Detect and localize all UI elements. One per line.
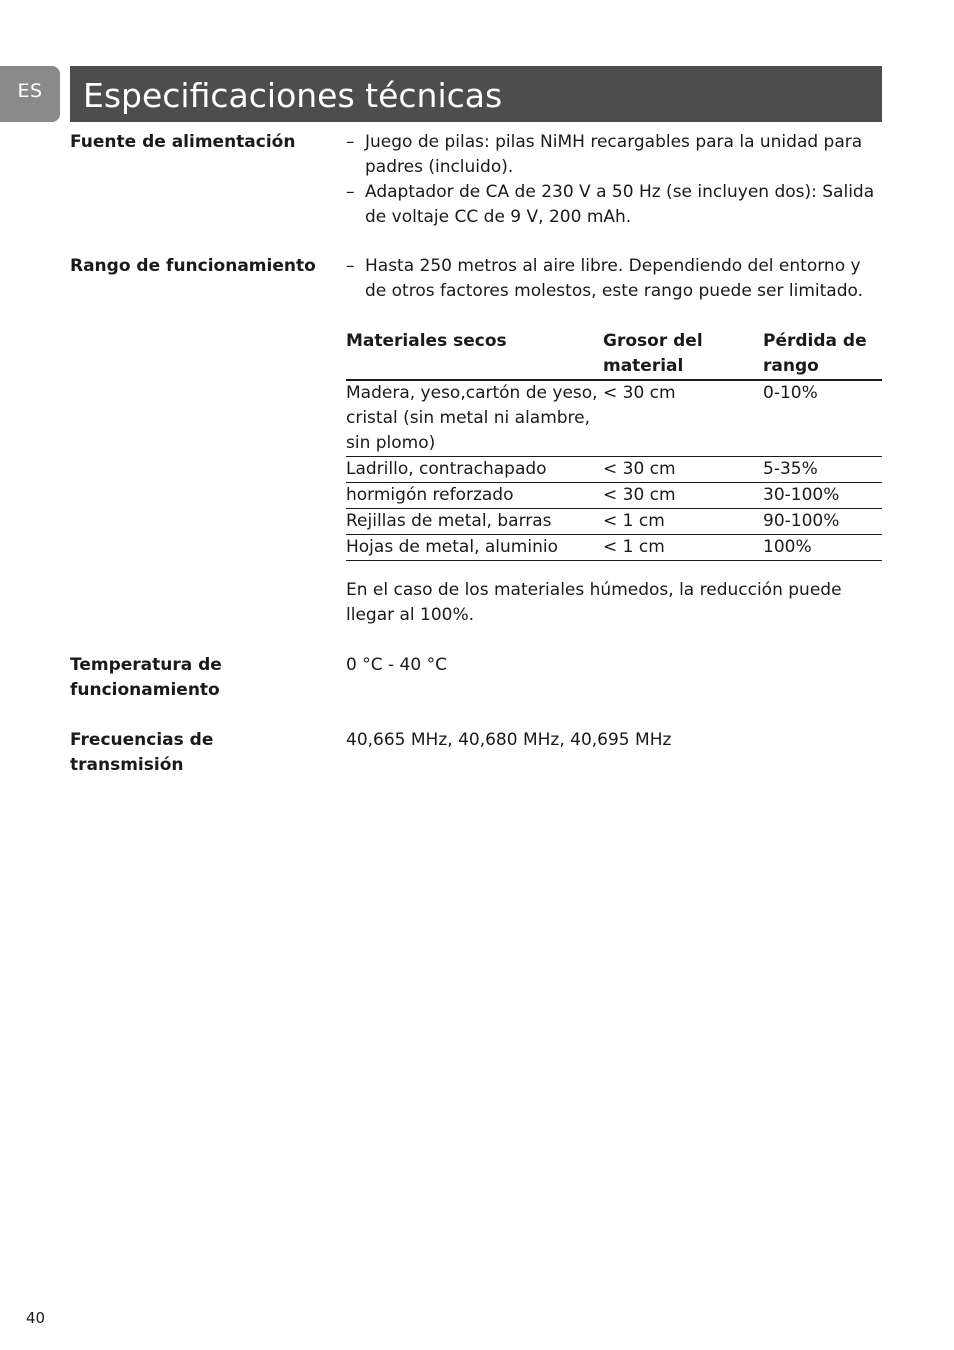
table-row bbox=[346, 535, 882, 561]
range-details bbox=[346, 254, 882, 304]
table-cell: < 30 cm bbox=[603, 380, 763, 457]
power-supply-details bbox=[346, 130, 882, 230]
table-cell: Rejillas de metal, barras bbox=[346, 509, 603, 535]
header-materials: Materiales secos bbox=[346, 329, 603, 380]
table-cell: < 1 cm bbox=[603, 535, 763, 561]
range-item: – Hasta 250 metros al aire libre. Dependiendo del entorno y de otros factores molestos, este rango puede ser limitado. bbox=[346, 256, 863, 301]
temperature-value: 0 °C - 40 °C bbox=[346, 655, 447, 675]
table-cell: 0-10% bbox=[763, 380, 882, 457]
frequencies-value: 40,665 MHz, 40,680 MHz, 40,695 MHz bbox=[346, 730, 672, 750]
page-title: Especificaciones técnicas bbox=[70, 66, 882, 122]
power-item-adapter: – Adaptador de CA de 230 V a 50 Hz (se incluyen dos): Salida de voltaje CC de 9 V, 200 mAh. bbox=[346, 182, 875, 227]
power-supply-label: Fuente de alimentación bbox=[70, 132, 296, 152]
materials-table bbox=[346, 329, 882, 561]
range-label: Rango de funcionamiento bbox=[70, 256, 316, 276]
temperature-label: Temperatura de funcionamiento bbox=[70, 655, 222, 700]
humid-materials-note: En el caso de los materiales húmedos, la reducción puede llegar al 100%. bbox=[346, 580, 842, 625]
table-row bbox=[346, 483, 882, 509]
header-range-loss: Pérdida de rango bbox=[763, 329, 882, 380]
table-cell: hormigón reforzado bbox=[346, 483, 603, 509]
table-cell: < 30 cm bbox=[603, 483, 763, 509]
table-cell: Hojas de metal, aluminio bbox=[346, 535, 603, 561]
language-tab: ES bbox=[0, 66, 60, 122]
frequencies-label: Frecuencias de transmisión bbox=[70, 730, 214, 775]
table-header-row bbox=[346, 329, 882, 380]
table-cell: < 1 cm bbox=[603, 509, 763, 535]
table-row bbox=[346, 509, 882, 535]
table-row bbox=[346, 380, 882, 457]
header-thickness: Grosor del material bbox=[603, 329, 763, 380]
table-row bbox=[346, 457, 882, 483]
table-cell: 5-35% bbox=[763, 457, 882, 483]
table-cell: Madera, yeso,cartón de yeso, cristal (sin metal ni alambre, sin plomo) bbox=[346, 380, 603, 457]
table-cell: 30-100% bbox=[763, 483, 882, 509]
table-cell: 100% bbox=[763, 535, 882, 561]
table-cell: < 30 cm bbox=[603, 457, 763, 483]
power-item-batteries: – Juego de pilas: pilas NiMH recargables para la unidad para padres (incluido). bbox=[346, 132, 863, 177]
table-cell: Ladrillo, contrachapado bbox=[346, 457, 603, 483]
table-cell: 90-100% bbox=[763, 509, 882, 535]
page-number: 40 bbox=[26, 1309, 46, 1327]
